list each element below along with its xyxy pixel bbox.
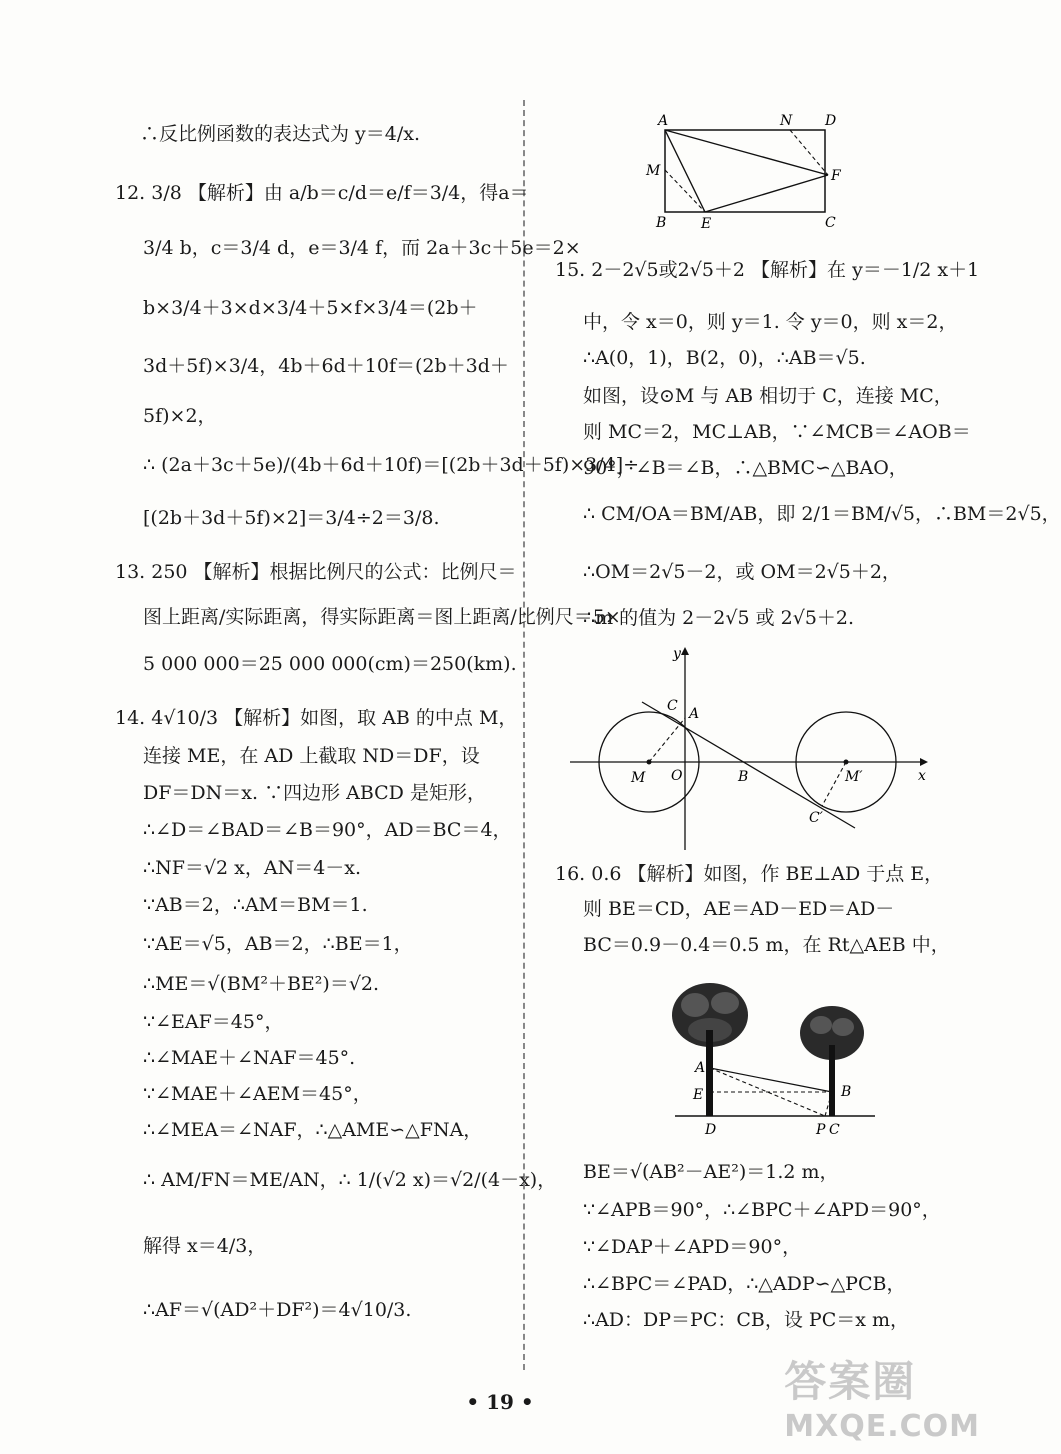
- text-line: ∴∠MEA＝∠NAF，∴△AME∽△FNA，: [143, 1119, 483, 1141]
- text-line: ∴ AM/FN＝ME/AN，∴ 1/(√2 x)＝√2/(4－x)，: [143, 1169, 557, 1191]
- fig-label: F: [831, 168, 841, 184]
- fig-label: B: [738, 769, 749, 785]
- text-line: 5 000 000＝25 000 000(cm)＝250(km).: [143, 653, 517, 675]
- text-line: 90°，∠B＝∠B，∴△BMC∽△BAO，: [583, 457, 908, 479]
- text-line: ∴ CM/OA＝BM/AB，即 2/1＝BM/√5，∴BM＝2√5，: [583, 503, 1061, 525]
- fig-label: D: [705, 1122, 717, 1138]
- problem-12: 12. 3/8 【解析】由 a/b＝c/d＝e/f＝3/4，得a＝: [115, 182, 529, 204]
- trees-figure: [675, 975, 885, 1140]
- fig-label: C: [667, 698, 678, 714]
- tree-right-icon: [800, 1006, 864, 1116]
- text-line: ∴NF＝√2 x，AN＝4－x.: [143, 857, 362, 879]
- text-line: ∵∠DAP＋∠APD＝90°，: [583, 1236, 802, 1258]
- text-line: 则 BE＝CD，AE＝AD－ED＝AD－: [583, 898, 895, 920]
- fig-label: E: [693, 1087, 704, 1103]
- fig-label: A: [689, 706, 700, 722]
- text-line: 解得 x＝4/3，: [143, 1235, 267, 1257]
- text-line: ∴AD：DP＝PC：CB，设 PC＝x m，: [583, 1309, 910, 1331]
- text-line: ∵AE＝√5，AB＝2，∴BE＝1，: [143, 933, 413, 955]
- text-line: ∵∠MAE＋∠AEM＝45°，: [143, 1083, 372, 1105]
- text-line: ∴m 的值为 2－2√5 或 2√5＋2.: [583, 607, 855, 629]
- problem-16: 16. 0.6 【解析】如图，作 BE⊥AD 于点 E，: [555, 863, 944, 885]
- fig-label: E: [701, 216, 712, 232]
- watermark: [784, 1349, 980, 1444]
- fig-label: y: [673, 646, 681, 662]
- text-line: 图上距离/实际距离，得实际距离＝图上距离/比例尺＝5×: [143, 606, 621, 628]
- text-line: ∵∠EAF＝45°，: [143, 1011, 284, 1033]
- text-line: BC＝0.9－0.4＝0.5 m，在 Rt△AEB 中，: [583, 934, 950, 956]
- fig-label: O: [671, 768, 683, 784]
- tree-left-icon: [672, 983, 748, 1116]
- text-line: 3d＋5f)×3/4，4b＋6d＋10f＝(2b＋3d＋: [143, 355, 509, 377]
- watermark-url: MXQE.COM: [784, 1409, 980, 1444]
- watermark-logo: 答案圈: [784, 1357, 917, 1406]
- fig-label: P: [816, 1122, 826, 1138]
- text-line: BE＝√(AB²－AE²)＝1.2 m，: [583, 1161, 839, 1183]
- fig-label: A: [658, 113, 669, 129]
- rectangle-figure: [630, 108, 860, 233]
- text-line: 中，令 x＝0，则 y＝1. 令 y＝0，则 x＝2，: [583, 311, 958, 333]
- fig-label: M: [646, 163, 661, 179]
- fig-label: A: [695, 1060, 706, 1076]
- text-line: ∴ME＝√(BM²＋BE²)＝√2.: [143, 973, 380, 995]
- text-line: 连接 ME，在 AD 上截取 ND＝DF，设: [143, 745, 480, 767]
- text-line: DF＝DN＝x. ∵四边形 ABCD 是矩形，: [143, 782, 486, 804]
- fig-label: B: [656, 215, 667, 231]
- text-line: 如图，设⊙M 与 AB 相切于 C，连接 MC，: [583, 385, 953, 407]
- text-line: ∵AB＝2，∴AM＝BM＝1.: [143, 894, 368, 916]
- text-line: ∴A(0，1)，B(2，0)，∴AB＝√5.: [583, 347, 866, 369]
- text-line: ∴∠D＝∠BAD＝∠B＝90°，AD＝BC＝4，: [143, 819, 512, 841]
- text-line: 5f)×2，: [143, 405, 217, 427]
- text-line: ∴OM＝2√5－2，或 OM＝2√5＋2，: [583, 561, 901, 583]
- fig-label: C: [829, 1122, 840, 1138]
- fig-label: x: [918, 768, 926, 784]
- text-line: 则 MC＝2，MC⊥AB，∵∠MCB＝∠AOB＝: [583, 421, 971, 443]
- text-line: ∴∠MAE＋∠NAF＝45°.: [143, 1047, 356, 1069]
- text-line: ∵∠APB＝90°，∴∠BPC＋∠APD＝90°，: [583, 1199, 941, 1221]
- fig-label: N: [780, 113, 793, 129]
- fig-label: B: [841, 1084, 852, 1100]
- text-line: 3/4 b，c＝3/4 d，e＝3/4 f，而 2a＋3c＋5e＝2×: [143, 237, 581, 259]
- text-line: b×3/4＋3×d×3/4＋5×f×3/4＝(2b＋: [143, 297, 478, 319]
- text-line: ∴反比例函数的表达式为 y＝4/x.: [140, 123, 421, 145]
- text-line: ∴∠BPC＝∠PAD，∴△ADP∽△PCB，: [583, 1273, 906, 1295]
- fig-label: M: [631, 770, 646, 786]
- circles-figure: [565, 640, 940, 855]
- problem-14: 14. 4√10/3 【解析】如图，取 AB 的中点 M，: [115, 707, 518, 729]
- text-line: ∴AF＝√(AD²＋DF²)＝4√10/3.: [143, 1299, 412, 1321]
- fig-label: M′: [845, 769, 863, 785]
- problem-13: 13. 250 【解析】根据比例尺的公式：比例尺＝: [115, 561, 517, 583]
- page-number: • 19 •: [466, 1390, 534, 1414]
- fig-label: D: [825, 113, 837, 129]
- problem-15: 15. 2－2√5或2√5＋2 【解析】在 y＝－1/2 x＋1: [555, 259, 980, 281]
- fig-label: C′: [809, 810, 823, 826]
- text-line: [(2b＋3d＋5f)×2]＝3/4÷2＝3/8.: [143, 507, 440, 529]
- text-line: ∴ (2a＋3c＋5e)/(4b＋6d＋10f)＝[(2b＋3d＋5f)×3/4]÷: [143, 454, 640, 476]
- fig-label: C: [825, 215, 836, 231]
